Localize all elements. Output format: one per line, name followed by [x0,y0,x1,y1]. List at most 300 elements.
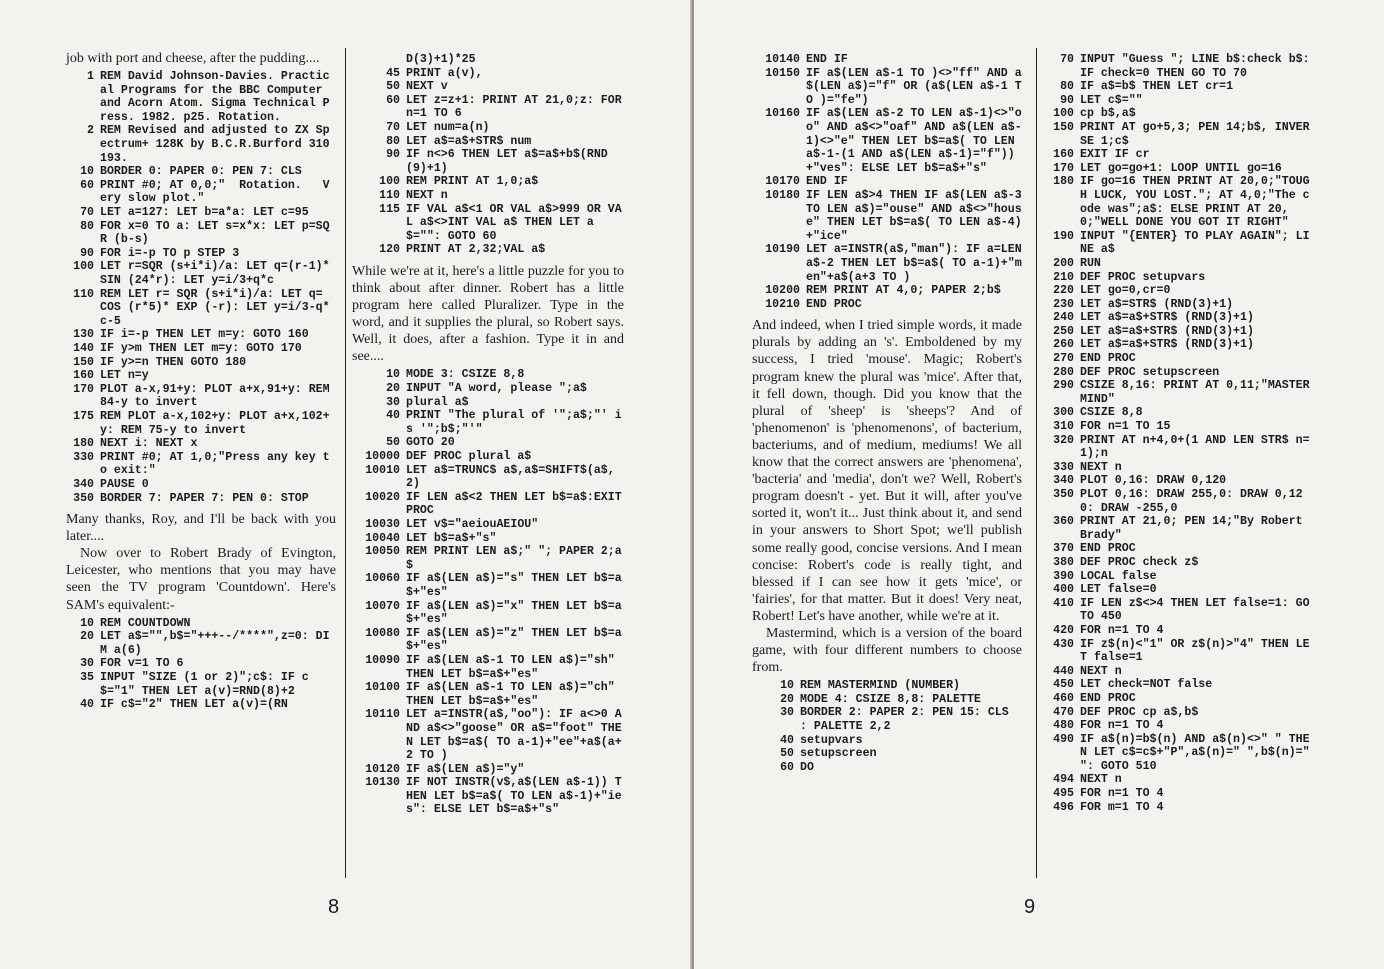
code-text: IF a$(LEN a$-1 TO )<>"ff" AND a$(LEN a$)="f" OR (a$(LEN a$-1 TO )="fe") [806,66,1022,107]
countdown-intro-paragraph: Now over to Robert Brady of Evington, Leicester, who mentions that you may have seen the TV program 'Countdown'. Here's SAM's equivalent:- [66,546,336,613]
code-line [352,600,624,627]
line-number: 150 [73,355,94,369]
code-line [66,630,336,657]
code-text: NEXT i: NEXT x [100,437,198,451]
rotation-listing [66,70,336,505]
code-text: RUN [1080,256,1101,270]
line-number: 250 [1053,324,1074,338]
code-text: PRINT a(v), [406,66,483,80]
code-text: IF NOT INSTR(v$,a$(LEN a$-1)) THEN LET b$=a$( TO LEN a$-1)+"ies": ELSE LET b$=a$+"s" [406,776,622,817]
code-text: IF a$(LEN a$)="y" [406,762,525,776]
code-line [1046,638,1310,665]
code-text: IF a$(LEN a$)="z" THEN LET b$=a$+"es" [406,626,622,654]
code-text: END PROC [1080,691,1136,705]
line-number: 30 [80,657,94,671]
code-line [1046,787,1310,801]
code-text: FOR n=1 TO 4 [1080,787,1164,801]
code-text: LET a$=TRUNC$ a$,a$=SHIFT$(a$,2) [406,463,615,491]
code-line [766,761,1022,775]
code-text: LET a=INSTR(a$,"man"): IF a=LEN a$-2 THEN LET b$=a$( TO a-1)+"men"+a$(a+3 TO ) [806,243,1029,284]
line-number: 270 [1053,352,1074,366]
code-text: DEF PROC plural a$ [406,450,532,464]
code-line [66,165,336,179]
line-number [352,53,400,67]
line-number: 80 [1060,80,1074,94]
code-line [66,698,336,712]
line-number: 100 [73,260,94,274]
line-number: 390 [1053,569,1074,583]
code-line [1046,542,1310,556]
code-line [752,53,1022,67]
code-text: FOR i=-p TO p STEP 3 [100,246,240,260]
code-text: REM PRINT AT 4,0; PAPER 2;b$ [806,284,1001,298]
line-number: 400 [1053,583,1074,597]
line-number: 140 [73,341,94,355]
line-number: 80 [80,219,94,233]
code-text: IF c$="2" THEN LET a(v)=(RN [100,698,288,712]
code-line [1046,719,1310,733]
line-number: 10090 [365,653,400,667]
code-line [352,763,624,777]
code-text: FOR n=1 TO 15 [1080,420,1171,434]
code-line [352,654,624,681]
code-line [1046,80,1310,94]
code-text: END PROC [1080,542,1136,556]
code-text: END IF [806,175,848,189]
line-number: 10050 [365,545,400,559]
line-number: 110 [73,287,94,301]
left-page-column-2 [352,50,629,823]
code-line [352,545,624,572]
line-number: 60 [386,93,400,107]
code-text: NEXT v [406,80,448,94]
code-line [66,328,336,342]
code-text: REM PRINT AT 1,0;a$ [406,175,539,189]
code-line [1046,366,1310,380]
line-number: 310 [1053,420,1074,434]
line-number: 290 [1053,379,1074,393]
code-line [1046,570,1310,584]
code-line [66,369,336,383]
page-number-right: 9 [1024,896,1036,918]
code-text: REM MASTERMIND (NUMBER) [800,679,961,693]
code-text: cp b$,a$ [1080,107,1136,121]
code-line [66,492,336,506]
countdown-listing-part2 [352,53,629,257]
code-text: END PROC [1080,352,1136,366]
code-line [1046,474,1310,488]
code-line [352,572,624,599]
code-text: PAUSE 0 [100,477,149,491]
code-line [1046,107,1310,121]
code-line [352,450,624,464]
line-number: 340 [73,477,94,491]
code-line [766,693,1022,707]
code-line [1046,434,1310,461]
code-text: INPUT "A word, please ";a$ [406,382,587,396]
code-text: PRINT AT go+5,3; PEN 14;b$, INVERSE 1;c$ [1080,120,1310,148]
line-number: 90 [1060,93,1074,107]
code-line [66,657,336,671]
code-line [1046,175,1310,229]
code-line [1046,678,1310,692]
code-text: BORDER 7: PAPER 7: PEN 0: STOP [100,491,309,505]
code-text: IF a$(n)=b$(n) AND a$(n)<>" " THEN LET c$=c$+"P",a$(n)=" ",b$(n)=" ": GOTO 510 [1080,732,1317,773]
code-text: LET a=127: LET b=a*a: LET c=95 [100,206,309,220]
code-line [1046,406,1310,420]
line-number: 180 [73,437,94,451]
line-number: 220 [1053,284,1074,298]
code-line [1046,325,1310,339]
left-column-divider [345,48,346,878]
line-number: 180 [1053,175,1074,189]
line-number: 90 [386,148,400,162]
code-line [1046,94,1310,108]
line-number: 10130 [365,776,400,790]
code-line [752,284,1022,298]
line-number: 50 [780,747,794,761]
code-line [1046,801,1310,815]
code-line [66,260,336,287]
code-text: MODE 4: CSIZE 8,8: PALETTE [800,692,981,706]
thanks-paragraph: Many thanks, Roy, and I'll be back with you later.... [66,512,336,545]
code-line [1046,53,1317,80]
code-text: LET a$=a$+STR$ num [406,134,532,148]
line-number: 20 [80,630,94,644]
plural-results-paragraph: And indeed, when I tried simple words, it made plurals by adding an 's'. Emboldened by my success, I tried 'mouse'. Magic; Robert's program knew the plural was 'mice'. After that, it fell down, though. Did you know that the plural of 'sheep' is 'sheeps'? And of 'phenomenon' is 'phenomenons', of bacterium, bacteriums, and of medium, mediums! We all know that the correct answers are 'phenomena', 'bacteria' and 'media', don't we? Well, Robert's program doesn't - yet. But it will, after you've sorted it, won't it... Just think about it, and send in your answers to Short Spot; we'll publish some really good, concise versions. And I mean concise: Robert's code is really tight, and blessed if I can see how it gets 'mice', or 'fairies', for that matter. But it does! Very neat, Robert! Let's have another, while we're at it. [752,318,1022,624]
code-text: DEF PROC setupvars [1080,270,1206,284]
line-number: 10080 [365,626,400,640]
line-number: 190 [1053,229,1074,243]
code-text: FOR v=1 TO 6 [100,657,184,671]
code-line [1046,311,1310,325]
code-text: LET a$=STR$ (RND(3)+1) [1080,297,1234,311]
code-line [1046,121,1310,148]
code-line [766,747,1022,761]
code-text: plural a$ [406,395,469,409]
code-text: LET check=NOT false [1080,678,1213,692]
line-number: 10170 [765,175,800,189]
code-text: PRINT #0; AT 0,0;" Rotation. Very slow plot." [100,178,330,206]
code-line [1046,257,1310,271]
code-line [752,175,1022,189]
code-line [1046,583,1310,597]
code-line [352,490,629,518]
code-text: LET a$=a$+STR$ (RND(3)+1) [1080,324,1254,338]
line-number: 410 [1053,596,1074,610]
code-line [1046,692,1310,706]
code-line [66,124,336,165]
code-line [352,409,624,436]
code-text: FOR x=0 TO a: LET s=x*x: LET p=SQR (b-s) [100,219,330,247]
line-number: 10 [80,165,94,179]
line-number: 10060 [365,572,400,586]
line-number: 60 [80,178,94,192]
line-number: 50 [386,80,400,94]
code-line [352,532,624,546]
code-text: IF n<>6 THEN LET a$=a$+b$(RND(9)+1) [406,148,608,175]
page-number-left: 8 [328,896,340,918]
code-line [1046,773,1310,787]
code-line [352,53,624,67]
line-number: 470 [1053,705,1074,719]
code-text: LET num=a(n) [406,120,490,134]
code-line [1046,352,1310,366]
code-text: END PROC [806,297,862,311]
code-line [66,437,336,451]
code-line [352,627,624,654]
code-line [352,776,624,817]
code-line [1046,665,1310,679]
line-number: 10040 [365,531,400,545]
line-number: 150 [1053,120,1074,134]
code-line [352,189,624,203]
code-line [1046,556,1310,570]
code-line [766,734,1022,748]
code-text: BORDER 2: PAPER 2: PEN 15: CLS : PALETTE 2,2 [800,706,1016,734]
code-line [352,708,624,762]
line-number: 110 [379,188,400,202]
line-number: 10110 [365,708,400,722]
line-number: 360 [1053,515,1074,529]
pluralizer-listing-part2 [752,53,1029,311]
mastermind-listing-part2 [1046,53,1317,814]
line-number: 40 [80,698,94,712]
code-text: LET n=y [100,369,149,383]
right-page [694,0,1384,969]
code-text: LET a$=a$+STR$ (RND(3)+1) [1080,338,1254,352]
code-line [766,706,1022,733]
code-text: LET b$=a$+"s" [406,531,497,545]
line-number: 370 [1053,542,1074,556]
code-text: LET false=0 [1080,583,1157,597]
code-line [66,220,336,247]
code-text: REM LET r= SQR (s+i*i)/a: LET q= COS (r*5)* EXP (-r): LET y=i/3-q*c-5 [100,287,330,328]
code-line [1046,298,1310,312]
code-line [1046,162,1310,176]
line-number: 130 [73,328,94,342]
code-line [352,518,624,532]
code-text: IF LEN a$<2 THEN LET b$=a$:EXIT PROC [406,490,629,518]
code-text: MODE 3: CSIZE 8,8 [406,368,525,382]
code-text: PRINT #0; AT 1,0;"Press any key to exit:" [100,450,330,478]
line-number: 10000 [365,450,400,464]
code-line [1046,706,1310,720]
line-number: 260 [1053,338,1074,352]
code-line [352,148,624,175]
code-text: D(3)+1)*25 [406,53,476,66]
code-text: DEF PROC cp a$,b$ [1080,705,1199,719]
line-number: 300 [1053,406,1074,420]
code-text: LET go=go+1: LOOP UNTIL go=16 [1080,161,1282,175]
code-text: LET a=INSTR(a$,"oo"): IF a<>0 AND a$<>"goose" OR a$="foot" THEN LET b$=a$( TO a-1)+"ee"+a$(a+2 TO ) [406,708,622,763]
code-line [352,464,624,491]
line-number: 330 [73,450,94,464]
code-text: IF i=-p THEN LET m=y: GOTO 160 [100,328,309,342]
line-number: 160 [1053,148,1074,162]
line-number: 200 [1053,256,1074,270]
line-number: 240 [1053,311,1074,325]
line-number: 494 [1053,773,1074,787]
line-number: 10160 [765,107,800,121]
code-line [352,681,624,708]
code-text: LET a$=a$+STR$ (RND(3)+1) [1080,311,1254,325]
pluralizer-listing-part1 [352,368,629,817]
line-number: 80 [386,134,400,148]
code-line [766,679,1022,693]
code-text: PLOT a-x,91+y: PLOT a+x,91+y: REM 84-y to invert [100,382,337,410]
code-text: BORDER 0: PAPER 0: PEN 7: CLS [100,165,302,179]
code-line [1046,284,1310,298]
code-line [1046,271,1310,285]
line-number: 320 [1053,433,1074,447]
line-number: 20 [386,382,400,396]
code-text: NEXT n [1080,664,1122,678]
code-line [1046,420,1310,434]
line-number: 2 [87,124,94,138]
code-line [66,342,336,356]
line-number: 450 [1053,678,1074,692]
left-page-column-1 [66,50,336,718]
line-number: 496 [1053,800,1074,814]
code-text: PRINT AT n+4,0+(1 AND LEN STR$ n=1);n [1080,433,1310,461]
line-number: 10150 [765,66,800,80]
code-line [1046,148,1310,162]
code-line [352,175,624,189]
code-line [66,288,336,329]
code-text: setupscreen [800,747,877,761]
line-number: 70 [386,120,400,134]
line-number: 10 [80,616,94,630]
code-line [352,203,624,244]
line-number: 40 [780,733,794,747]
code-line [752,243,1029,284]
code-text: IF z$(n)<"1" OR z$(n)>"4" THEN LET false=1 [1080,637,1310,665]
line-number: 115 [379,202,400,216]
code-text: NEXT n [406,188,448,202]
code-text: REM PRINT LEN a$;" "; PAPER 2;a$ [406,545,622,572]
code-text: PRINT AT 21,0; PEN 14;"By Robert Brady" [1080,515,1310,542]
line-number: 350 [1053,488,1074,501]
code-line [352,368,624,382]
code-line [352,382,624,396]
code-text: PLOT 0,16: DRAW 0,120 [1080,474,1227,488]
code-text: IF a$(LEN a$-2 TO LEN a$-1)<>"oo" AND a$<>"oaf" AND a$(LEN a$-1)<>"e" THEN LET b$=a$( TO LEN a$-1-(1 AND a$(LEN a$-1)="f"))+"ves": ELSE LET b$=a$+"s" [806,107,1022,175]
line-number: 100 [379,175,400,189]
line-number: 30 [386,395,400,409]
code-text: PRINT AT 2,32;VAL a$ [406,243,546,257]
code-text: DO [800,760,814,774]
line-number: 10200 [765,284,800,298]
line-number: 70 [80,206,94,220]
right-page-column-2 [1046,50,1317,820]
line-number: 420 [1053,623,1074,637]
code-line [752,188,1029,243]
code-text: CSIZE 8,16: PRINT AT 0,11;"MASTERMIND" [1080,379,1310,406]
code-line [1046,379,1310,406]
line-number: 170 [1053,161,1074,175]
intro-paragraph: job with port and cheese, after the pudding.... [66,51,320,66]
code-line [352,436,624,450]
code-line [66,247,336,261]
code-line [352,93,629,121]
line-number: 490 [1053,732,1074,746]
line-number: 50 [386,436,400,450]
code-line [352,121,624,135]
line-number: 440 [1053,664,1074,678]
line-number: 10010 [365,463,400,477]
right-page-column-1 [752,50,1029,780]
line-number: 90 [80,246,94,260]
line-number: 10070 [365,599,400,613]
code-line [1046,338,1310,352]
code-line [752,298,1022,312]
code-text: INPUT "{ENTER} TO PLAY AGAIN"; LINE a$ [1080,229,1310,257]
line-number: 10100 [365,681,400,695]
line-number: 10020 [365,490,400,504]
line-number: 1 [87,70,94,84]
code-line [1046,461,1310,475]
code-line [66,70,336,124]
code-line [66,478,336,492]
code-text: REM COUNTDOWN [100,616,191,630]
code-text: LET go=0,cr=0 [1080,284,1171,298]
code-text: LET a$="",b$="+++--/****",z=0: DIM a(6) [100,630,330,657]
line-number: 170 [73,382,94,396]
code-text: REM Revised and adjusted to ZX Spectrum+ 128K by B.C.R.Burford 310193. [100,124,330,165]
line-number: 160 [73,369,94,383]
line-number: 10210 [765,297,800,311]
line-number: 480 [1053,719,1074,733]
code-text: IF a$(LEN a$-1 TO LEN a$)="sh" THEN LET b$=a$+"es" [406,653,622,681]
line-number: 175 [73,409,94,423]
code-text: GOTO 20 [406,436,455,450]
code-text: PLOT 0,16: DRAW 255,0: DRAW 0,120: DRAW -255,0 [1080,488,1303,515]
line-number: 10 [780,679,794,693]
line-number: 60 [780,760,794,774]
code-text: REM PLOT a-x,102+y: PLOT a+x,102+y: REM 75-y to invert [100,409,330,437]
code-text: FOR n=1 TO 4 [1080,623,1164,637]
line-number: 350 [73,491,94,505]
line-number: 35 [80,671,94,685]
code-text: IF LEN z$<>4 THEN LET false=1: GOTO 450 [1080,596,1310,624]
code-text: NEXT n [1080,460,1122,474]
line-number: 120 [379,243,400,257]
code-line [66,383,336,410]
code-line [66,617,336,631]
code-text: IF y>m THEN LET m=y: GOTO 170 [100,341,302,355]
code-line [1046,488,1310,515]
line-number: 70 [1060,53,1074,66]
line-number: 495 [1053,787,1074,801]
code-line [66,206,336,220]
code-text: END IF [806,53,848,66]
line-number: 20 [780,692,794,706]
code-text: IF LEN a$>4 THEN IF a$(LEN a$-3 TO LEN a$)="ouse" AND a$<>"house" THEN LET b$=a$( TO LEN a$-4)+"ice" [806,188,1029,243]
countdown-listing-part1 [66,617,336,712]
line-number: 10180 [765,188,800,202]
code-text: PRINT "The plural of '";a$;"' is '";b$;"'" [406,409,622,436]
pluralizer-intro-paragraph: While we're at it, here's a little puzzle for you to think about after dinner. Robert has a little program here called Pluralizer. Type in the word, and it supplies the plural, so Robert says. Well, it does, after a fashion. Type it in and see.... [352,263,624,365]
code-text: IF go=16 THEN PRINT AT 20,0;"TOUGH LUCK, YOU LOST."; AT 4,0;"The code was";a$: ELSE PRINT AT 20,0;"WELL DONE YOU GOT IT RIGHT" [1080,175,1310,230]
code-text: INPUT "Guess "; LINE b$:check b$: IF check=0 THEN GO TO 70 [1080,53,1317,80]
line-number: 45 [386,66,400,80]
code-text: DEF PROC check z$ [1080,555,1199,569]
code-line [66,451,336,478]
line-number: 380 [1053,555,1074,569]
code-text: LET z=z+1: PRINT AT 21,0;z: FOR n=1 TO 6 [406,93,629,121]
code-text: LET r=SQR (s+i*i)/a: LET q=(r-1)*SIN (24*r): LET y=i/3+q*c [100,260,330,287]
